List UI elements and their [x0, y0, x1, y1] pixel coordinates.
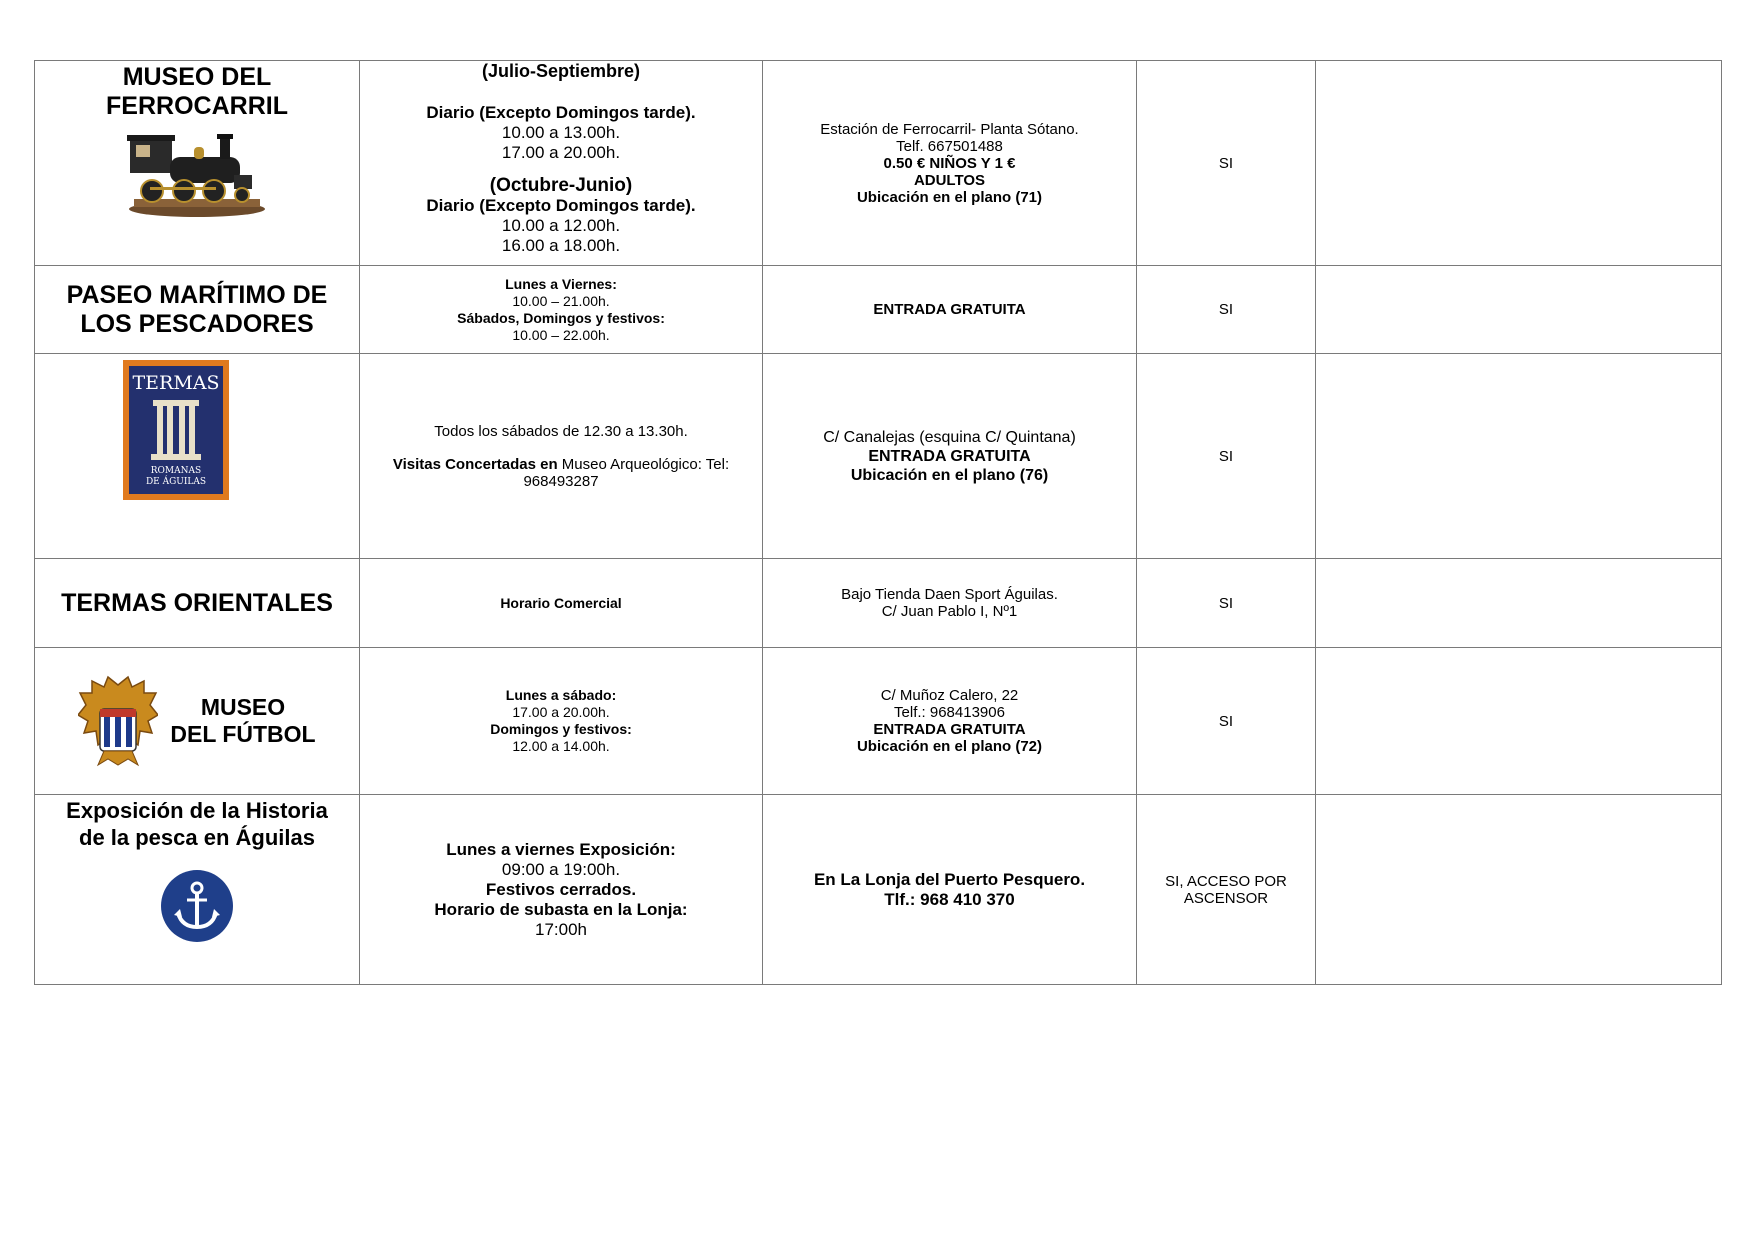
access-value: SI: [1218, 447, 1234, 465]
anchor-icon: [160, 869, 234, 943]
logo-subtitle: ROMANAS: [150, 466, 202, 476]
schedule-time: 10.00 a 13.00h.: [501, 123, 621, 142]
venue-name-cell: [35, 266, 360, 354]
schedule-cell: [360, 354, 763, 559]
info-cell: [763, 648, 1137, 795]
venue-name-cell: [35, 648, 360, 795]
venue-phone: Tlf.: 968 410 370: [884, 889, 1015, 909]
logo-title: TERMAS: [132, 372, 220, 394]
schedule-cell: [360, 795, 763, 985]
entry-price: ENTRADA GRATUITA: [873, 721, 1026, 738]
schedule-time: 10.00 a 12.00h.: [501, 216, 621, 235]
venue-name: TERMAS ORIENTALES: [61, 588, 333, 617]
table-row: [35, 61, 1722, 266]
info-cell: [763, 559, 1137, 648]
table-row: [35, 354, 1722, 559]
venue-name: PASEO MARÍTIMO DE: [66, 280, 328, 309]
schedule-cell: [360, 61, 763, 266]
venue-name: LOS PESCADORES: [80, 309, 314, 338]
venue-name-cell: [35, 61, 360, 266]
schedule-days: Diario (Excepto Domingos tarde).: [426, 103, 696, 122]
table-row: [35, 648, 1722, 795]
table-row: [35, 795, 1722, 985]
venue-street: C/ Juan Pablo I, Nº1: [881, 603, 1018, 620]
notes-cell: [1316, 559, 1722, 648]
schedule-cell: [360, 648, 763, 795]
schedule-time: 17.00 a 20.00h.: [501, 143, 621, 162]
map-reference: Ubicación en el plano (76): [850, 466, 1049, 484]
schedule-days: Sábados, Domingos y festivos:: [457, 309, 665, 326]
venue-phone: Telf.: 968413906: [894, 704, 1005, 721]
access-cell: [1137, 61, 1316, 266]
info-cell: [763, 795, 1137, 985]
schedule-time: 10.00 – 22.00h.: [512, 326, 610, 343]
venue-phone: Telf. 667501488: [896, 137, 1003, 155]
access-cell: [1137, 354, 1316, 559]
venue-address: Estación de Ferrocarril- Planta Sótano.: [820, 120, 1079, 138]
termas-romanas-logo: [123, 360, 229, 500]
schedule-days: Diario (Excepto Domingos tarde).: [426, 196, 696, 215]
schedule-period: (Julio-Septiembre): [481, 61, 641, 81]
venue-name: Exposición de la Historia: [66, 798, 328, 823]
access-value: SI, ACCESO POR: [1165, 872, 1287, 890]
access-value: SI: [1218, 301, 1234, 318]
table-row: [35, 559, 1722, 648]
access-cell: [1137, 559, 1316, 648]
access-value: SI: [1218, 594, 1234, 612]
venue-name: FERROCARRIL: [106, 92, 288, 120]
venue-address: C/ Muñoz Calero, 22: [880, 687, 1019, 704]
notes-cell: [1316, 354, 1722, 559]
venue-address: C/ Canalejas (esquina C/ Quintana): [823, 428, 1076, 446]
venue-price: 0.50 € NIÑOS Y 1 €: [883, 154, 1016, 172]
steam-locomotive-icon: [122, 129, 272, 219]
schedule-time: 17:00h: [535, 919, 587, 939]
info-cell: [763, 354, 1137, 559]
venues-table: [34, 60, 1722, 985]
venue-name-cell: [35, 559, 360, 648]
schedule-days: Lunes a Viernes:: [505, 275, 617, 292]
schedule-period: (Octubre-Junio): [489, 175, 633, 196]
schedule-days: Domingos y festivos:: [490, 721, 632, 737]
notes-cell: [1316, 648, 1722, 795]
schedule-time: 12.00 a 14.00h.: [512, 738, 610, 754]
schedule-time: Todos los sábados de 12.30 a 13.30h.: [434, 422, 688, 440]
notes-cell: [1316, 266, 1722, 354]
schedule-days: Horario Comercial: [500, 594, 622, 611]
entry-price: ENTRADA GRATUITA: [868, 447, 1031, 465]
map-reference: Ubicación en el plano (71): [856, 188, 1043, 206]
map-reference: Ubicación en el plano (72): [856, 738, 1043, 755]
table-row: [35, 266, 1722, 354]
schedule-cell: [360, 559, 763, 648]
notes-cell: [1316, 61, 1722, 266]
access-cell: [1137, 795, 1316, 985]
venue-address: Bajo Tienda Daen Sport Águilas.: [841, 586, 1058, 603]
venue-address: En La Lonja del Puerto Pesquero.: [813, 869, 1086, 889]
venue-name: MUSEO: [200, 694, 286, 720]
access-value: SI: [1218, 712, 1234, 730]
logo-subtitle: DE ÁGUILAS: [145, 477, 207, 487]
appointment-info: Museo Arqueológico: Tel:: [557, 455, 730, 473]
schedule-time: 10.00 – 21.00h.: [512, 292, 610, 309]
eagle-crest-icon: [78, 675, 158, 767]
venue-name-cell: [35, 354, 360, 559]
schedule-days: Lunes a sábado:: [505, 687, 617, 703]
info-cell: [763, 266, 1137, 354]
venue-name: DEL FÚTBOL: [170, 721, 316, 747]
entry-price: ENTRADA GRATUITA: [873, 301, 1026, 318]
access-value: SI: [1218, 154, 1234, 172]
schedule-time: 17.00 a 20.00h.: [512, 704, 610, 720]
access-value: ASCENSOR: [1183, 889, 1269, 907]
venue-price: ADULTOS: [913, 171, 986, 189]
schedule-time: 09:00 a 19:00h.: [501, 859, 621, 879]
access-cell: [1137, 648, 1316, 795]
appointment-label: Visitas Concertadas en: [392, 455, 558, 473]
appointment-phone: 968493287: [523, 472, 599, 490]
schedule-cell: [360, 266, 763, 354]
info-cell: [763, 61, 1137, 266]
notes-cell: [1316, 795, 1722, 985]
schedule-days: Festivos cerrados.: [485, 879, 637, 899]
access-cell: [1137, 266, 1316, 354]
venue-name: MUSEO DEL: [122, 63, 272, 91]
schedule-time: 16.00 a 18.00h.: [501, 236, 621, 255]
schedule-days: Lunes a viernes Exposición:: [446, 839, 676, 859]
venue-name: de la pesca en Águilas: [79, 825, 315, 850]
venue-name-cell: [35, 795, 360, 985]
schedule-days: Horario de subasta en la Lonja:: [434, 899, 688, 919]
